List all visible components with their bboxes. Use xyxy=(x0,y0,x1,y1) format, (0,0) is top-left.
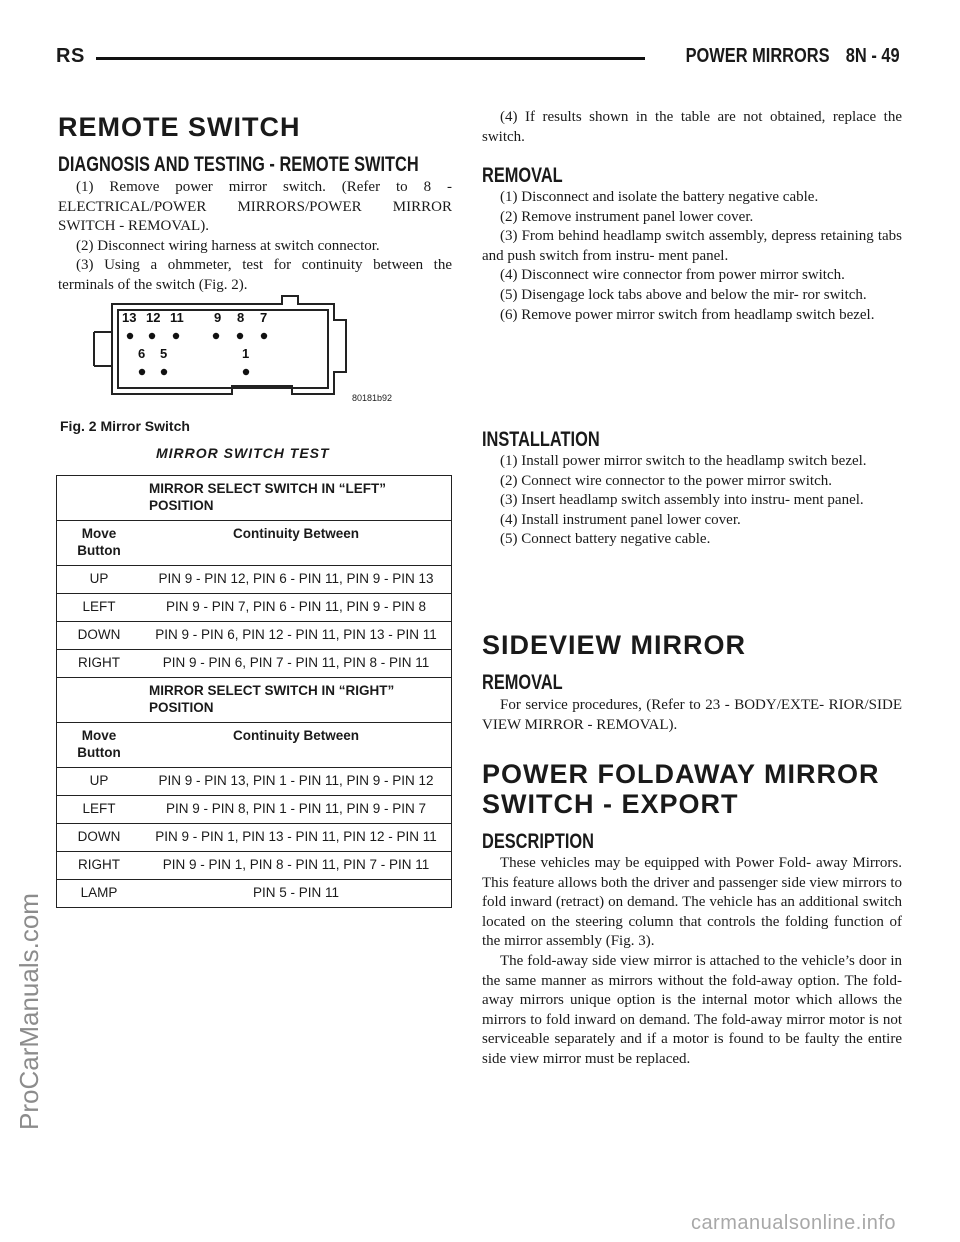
description-text xyxy=(482,854,902,1070)
pin-label-1: 1 xyxy=(242,346,250,361)
description-paragraph-2: The fold-away side view mirror is attached to the vehicle’s door in the same manner as mirrors without the fold-away option. The fold-away mirrors unique option is the internal motor which allows the mirrors to fold inward on demand. The fold-away mirror motor is not serviceable separately and if a motor is found to be faulty the entire side view mirror must be replaced. xyxy=(482,952,902,1067)
figure-code: 80181b92 xyxy=(352,393,393,403)
heading-removal: REMOVAL xyxy=(482,164,563,187)
installation-steps xyxy=(482,452,902,550)
pin-9-dot xyxy=(213,333,219,339)
header-page-number: 8N - 49 xyxy=(846,45,900,67)
table-row xyxy=(57,594,452,622)
table-row xyxy=(57,880,452,908)
pin-1-dot xyxy=(243,369,249,375)
row-continuity: PIN 9 - PIN 1, PIN 13 - PIN 11, PIN 12 - PIN 11 xyxy=(141,824,452,852)
table-section-left xyxy=(57,476,452,521)
row-continuity: PIN 9 - PIN 6, PIN 12 - PIN 11, PIN 13 - PIN 11 xyxy=(141,622,452,650)
heading-installation: INSTALLATION xyxy=(482,428,600,451)
row-continuity: PIN 9 - PIN 8, PIN 1 - PIN 11, PIN 9 - PIN 7 xyxy=(141,796,452,824)
row-button: UP xyxy=(57,768,142,796)
heading-removal-2: REMOVAL xyxy=(482,671,563,694)
pin-label-8: 8 xyxy=(237,310,245,325)
pin-label-6: 6 xyxy=(138,346,146,361)
row-button: UP xyxy=(57,566,142,594)
install-step-3: (3) Insert headlamp switch assembly into instru- ment panel. xyxy=(500,492,864,509)
install-step-2: (2) Connect wire connector to the power mirror switch. xyxy=(500,472,832,489)
diag-step-1: (1) Remove power mirror switch. (Refer to 8 - ELECTRICAL/POWER MIRRORS/POWER MIRROR SWITCH - REMOVAL). xyxy=(58,179,452,235)
removal-step-3: (3) From behind headlamp switch assembly, depress retaining tabs and push switch from instru- ment panel. xyxy=(482,228,902,264)
description-paragraph-1: These vehicles may be equipped with Power Fold- away Mirrors. This feature allows both the driver and passenger side view mirrors to fold inward (retract) on demand. The vehicle has an additional switch located on the steering column that controls the folding function of the mirror assembly (Fig. 3). xyxy=(482,855,902,950)
page-header xyxy=(56,45,900,75)
row-button: LAMP xyxy=(57,880,142,908)
header-section: POWER MIRRORS xyxy=(686,45,830,67)
mirror-switch-connector-figure xyxy=(82,296,393,406)
header-rule xyxy=(96,57,645,60)
row-button: DOWN xyxy=(57,824,142,852)
removal-step-2: (2) Remove instrument panel lower cover. xyxy=(500,208,754,225)
row-button: DOWN xyxy=(57,622,142,650)
table-section-right xyxy=(57,678,452,723)
table-caption: MIRROR SWITCH TEST xyxy=(156,445,330,461)
diag-step-3: (3) Using a ohmmeter, test for continuity between the terminals of the switch (Fig. 2). xyxy=(58,257,452,293)
section-right-position: MIRROR SELECT SWITCH IN “RIGHT” POSITION xyxy=(57,678,452,723)
heading-diagnosis: DIAGNOSIS AND TESTING - REMOTE SWITCH xyxy=(58,153,419,176)
side-watermark xyxy=(14,430,44,1130)
removal-step-6: (6) Remove power mirror switch from headlamp switch bezel. xyxy=(500,306,875,323)
install-step-1: (1) Install power mirror switch to the headlamp switch bezel. xyxy=(500,453,867,469)
diagnosis-steps xyxy=(58,178,452,296)
pin-label-5: 5 xyxy=(160,346,168,361)
table-row xyxy=(57,650,452,678)
table-row xyxy=(57,796,452,824)
section-left-position: MIRROR SELECT SWITCH IN “LEFT” POSITION xyxy=(57,476,452,521)
table-row xyxy=(57,622,452,650)
pin-label-11: 11 xyxy=(170,310,184,325)
removal-step-1: (1) Disconnect and isolate the battery negative cable. xyxy=(500,189,819,205)
pin-13-dot xyxy=(127,333,133,339)
table-header-row xyxy=(57,521,452,566)
heading-remote-switch: REMOTE SWITCH xyxy=(58,112,301,142)
row-button: LEFT xyxy=(57,796,142,824)
bottom-watermark: carmanualsonline.info xyxy=(690,1212,896,1234)
install-step-4: (4) Install instrument panel lower cover. xyxy=(500,511,741,528)
pin-5-dot xyxy=(161,369,167,375)
header-model: RS xyxy=(56,45,85,67)
row-button: RIGHT xyxy=(57,852,142,880)
pin-label-9: 9 xyxy=(214,310,222,325)
pin-11-dot xyxy=(173,333,179,339)
header-continuity: Continuity Between xyxy=(141,521,452,566)
heading-foldaway-line-1: POWER FOLDAWAY MIRROR xyxy=(482,759,880,789)
row-continuity: PIN 5 - PIN 11 xyxy=(141,880,452,908)
table-row xyxy=(57,852,452,880)
table-row xyxy=(57,768,452,796)
sideview-removal-text xyxy=(482,696,902,735)
sideview-removal-paragraph: For service procedures, (Refer to 23 - BODY/EXTE- RIOR/SIDE VIEW MIRROR - REMOVAL). xyxy=(482,697,902,733)
diag-step-4-block xyxy=(482,108,902,147)
row-continuity: PIN 9 - PIN 12, PIN 6 - PIN 11, PIN 9 - PIN 13 xyxy=(141,566,452,594)
figure-caption: Fig. 2 Mirror Switch xyxy=(60,418,190,434)
row-continuity: PIN 9 - PIN 1, PIN 8 - PIN 11, PIN 7 - PIN 11 xyxy=(141,852,452,880)
pin-label-13: 13 xyxy=(122,310,137,325)
row-continuity: PIN 9 - PIN 6, PIN 7 - PIN 11, PIN 8 - PIN 11 xyxy=(141,650,452,678)
header-continuity: Continuity Between xyxy=(141,723,452,768)
row-button: LEFT xyxy=(57,594,142,622)
table-row xyxy=(57,824,452,852)
removal-step-5: (5) Disengage lock tabs above and below the mir- ror switch. xyxy=(500,286,867,303)
pin-7-dot xyxy=(261,333,267,339)
pin-6-dot xyxy=(139,369,145,375)
row-button: RIGHT xyxy=(57,650,142,678)
heading-foldaway-line-2: SWITCH - EXPORT xyxy=(482,789,739,819)
header-move-button: Move Button xyxy=(57,723,142,768)
header-move-button: Move Button xyxy=(57,521,142,566)
heading-sideview-mirror: SIDEVIEW MIRROR xyxy=(482,630,747,660)
mirror-switch-test-table xyxy=(56,475,452,908)
table-row xyxy=(57,566,452,594)
pin-label-7: 7 xyxy=(260,310,268,325)
removal-step-4: (4) Disconnect wire connector from power mirror switch. xyxy=(500,267,845,284)
heading-description: DESCRIPTION xyxy=(482,830,594,853)
pin-8-dot xyxy=(237,333,243,339)
diag-step-4: (4) If results shown in the table are not obtained, replace the switch. xyxy=(482,109,902,145)
row-continuity: PIN 9 - PIN 7, PIN 6 - PIN 11, PIN 9 - PIN 8 xyxy=(141,594,452,622)
install-step-5: (5) Connect battery negative cable. xyxy=(500,531,711,548)
side-watermark-text: ProCarManuals.com xyxy=(14,893,44,1130)
table-header-row xyxy=(57,723,452,768)
pin-label-12: 12 xyxy=(146,310,161,325)
removal-steps xyxy=(482,188,902,325)
diag-step-2: (2) Disconnect wiring harness at switch connector. xyxy=(76,237,380,254)
pin-12-dot xyxy=(149,333,155,339)
row-continuity: PIN 9 - PIN 13, PIN 1 - PIN 11, PIN 9 - PIN 12 xyxy=(141,768,452,796)
